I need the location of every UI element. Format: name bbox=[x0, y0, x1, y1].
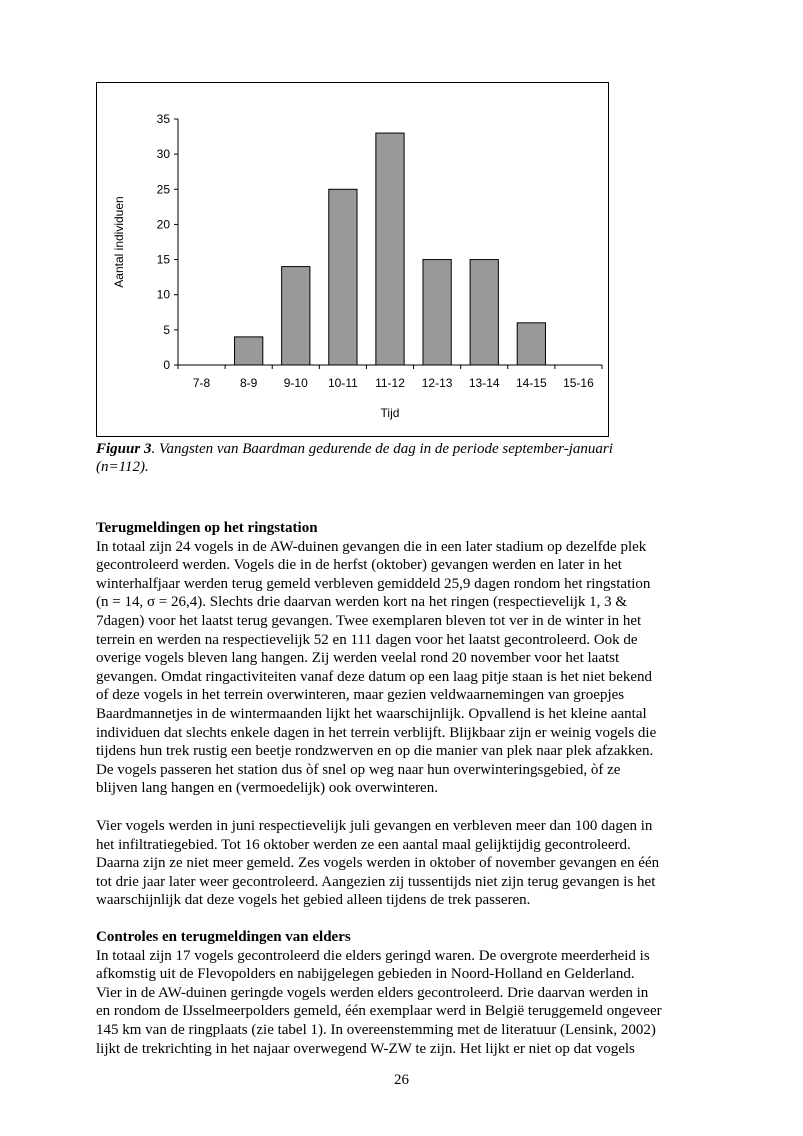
text-line: 7dagen) voor het laatst terug gevangen. Twee exemplaren bleven tot ver in de winter in het bbox=[96, 612, 642, 629]
x-tick-label: 7-8 bbox=[192, 376, 211, 390]
x-axis-title: Tijd bbox=[380, 406, 400, 420]
text-line: individuen dat slechts enkele dagen in het terrein verblijft. Blijkbaar zijn er weinig vogels die bbox=[96, 724, 657, 741]
bar-12-13 bbox=[423, 260, 451, 365]
caption-text-line2: (n=112). bbox=[96, 459, 149, 475]
y-tick-label: 30 bbox=[156, 147, 170, 162]
x-tick-label: 9-10 bbox=[283, 376, 308, 390]
section-paragraph bbox=[96, 538, 736, 798]
section-paragraph bbox=[96, 947, 736, 1059]
x-tick-label: 13-14 bbox=[468, 376, 500, 390]
section-returns-ringing-station bbox=[96, 519, 736, 798]
text-line: De vogels passeren het station dus òf snel op weg naar hun overwinteringsgebied, òf ze bbox=[96, 761, 621, 778]
y-tick-label: 35 bbox=[156, 112, 170, 126]
text-line: In totaal zijn 24 vogels in de AW-duinen gevangen die in een later stadium op dezelfde plek bbox=[96, 538, 647, 555]
text-line: Vier vogels werden in juni respectievelijk juli gevangen en verbleven meer dan 100 dagen in bbox=[96, 818, 653, 834]
text-line: gevangen. Omdat ringactiviteiten vanaf deze datum op een laag pitje staan is het niet bekend bbox=[96, 668, 653, 685]
text-line: lijkt de trekrichting in het najaar overwegend W-ZW te zijn. Het lijkt er niet op dat vogels bbox=[96, 1040, 635, 1057]
text-line: en rondom de IJsselmeerpolders gemeld, één exemplaar werd in België teruggemeld ongeveer bbox=[96, 1003, 662, 1020]
x-tick-label: 8-9 bbox=[239, 376, 258, 390]
y-tick-label: 20 bbox=[156, 217, 170, 232]
text-line: Daarna zijn ze niet meer gemeld. Zes vogels werden in oktober of november gevangen en één bbox=[96, 855, 660, 872]
section-controls-elsewhere bbox=[96, 928, 736, 1058]
section-heading: Terugmeldingen op het ringstation bbox=[96, 520, 318, 536]
text-line: Baardmannetjes in de wintermaanden lijkt het waarschijnlijk. Opvallend is het kleine aantal bbox=[96, 705, 647, 722]
y-tick-label: 25 bbox=[156, 182, 170, 197]
text-line: afkomstig uit de Flevopolders en nabijgelegen gebieden in Noord-Holland en Gelderland. bbox=[96, 966, 635, 983]
section-heading: Controles en terugmeldingen van elders bbox=[96, 929, 351, 945]
caption-text-line1: . Vangsten van Baardman gedurende de dag in de periode september-januari bbox=[151, 441, 613, 457]
figure-caption bbox=[96, 440, 696, 476]
text-line: waarschijnlijk dat deze vogels het gebied alleen tijdens de trek passeren. bbox=[96, 892, 531, 909]
text-line: het infiltratiegebied. Tot 16 oktober werden ze een aantal maal gelijktijdig gecontroleerd. bbox=[96, 836, 631, 853]
y-tick-label: 15 bbox=[156, 252, 170, 267]
bar-13-14 bbox=[470, 260, 498, 365]
y-tick-label: 5 bbox=[163, 322, 170, 337]
caption-label: Figuur 3 bbox=[96, 441, 152, 457]
text-line: gecontroleerd werden. Vogels die in de herfst (oktober) gevangen werden en later in het bbox=[96, 557, 622, 574]
figure-frame bbox=[96, 82, 609, 437]
text-line: of deze vogels in het terrein overwinteren, maar gezien veldwaarnemingen van groepjes bbox=[96, 687, 625, 704]
text-line: 145 km van de ringplaats (zie tabel 1). In overeenstemming met de literatuur (Lensink, 2002) bbox=[96, 1021, 656, 1038]
bar-14-15 bbox=[517, 323, 545, 365]
text-line: tot drie jaar later weer gecontroleerd. Aangezien zij tussentijds niet zijn terug gevangen is het bbox=[96, 873, 656, 890]
y-axis-title: Aantal individuen bbox=[112, 196, 126, 288]
text-line: blijven lang hangen en (vermoedelijk) ook overwinteren. bbox=[96, 780, 438, 797]
x-tick-label: 11-12 bbox=[375, 376, 405, 390]
bar-8-9 bbox=[235, 337, 263, 365]
text-line: winterhalfjaar werden terug gemeld verbleven gemiddeld 25,9 dagen rondom het ringstation bbox=[96, 575, 651, 592]
x-tick-label: 15-16 bbox=[563, 376, 594, 390]
text-line: (n = 14, σ = 26,4). Slechts drie daarvan werden kort na het ringen (respectievelijk 1, 3 & bbox=[96, 594, 628, 611]
text-line: overige vogels bleven lang hangen. Zij werden veelal rond 20 november voor het laatst bbox=[96, 650, 620, 667]
y-tick-label: 0 bbox=[163, 358, 170, 372]
text-line: Vier in de AW-duinen geringde vogels werden elders gecontroleerd. Drie daarvan werden in bbox=[96, 984, 649, 1001]
bar-9-10 bbox=[282, 267, 310, 365]
text-line: tijdens hun trek rustig een beetje rondzwerven en op die manier van plek naar plek afzakken. bbox=[96, 743, 654, 760]
bar-10-11 bbox=[329, 189, 357, 365]
text-line: terrein en werden na respectievelijk 52 en 111 dagen voor het laatst gecontroleerd. Ook de bbox=[96, 631, 638, 648]
x-tick-label: 12-13 bbox=[421, 376, 453, 390]
bar-11-12 bbox=[376, 133, 404, 365]
text-line: In totaal zijn 17 vogels gecontroleerd die elders geringd waren. De overgrote meerderheid is bbox=[96, 947, 650, 964]
y-tick-label: 10 bbox=[156, 287, 170, 302]
section-summer-birds bbox=[96, 817, 736, 910]
section-paragraph bbox=[96, 817, 736, 910]
x-tick-label: 14-15 bbox=[515, 376, 547, 390]
bar-chart bbox=[97, 83, 608, 436]
page-number: 26 bbox=[394, 1072, 409, 1088]
x-tick-label: 10-11 bbox=[327, 376, 358, 390]
